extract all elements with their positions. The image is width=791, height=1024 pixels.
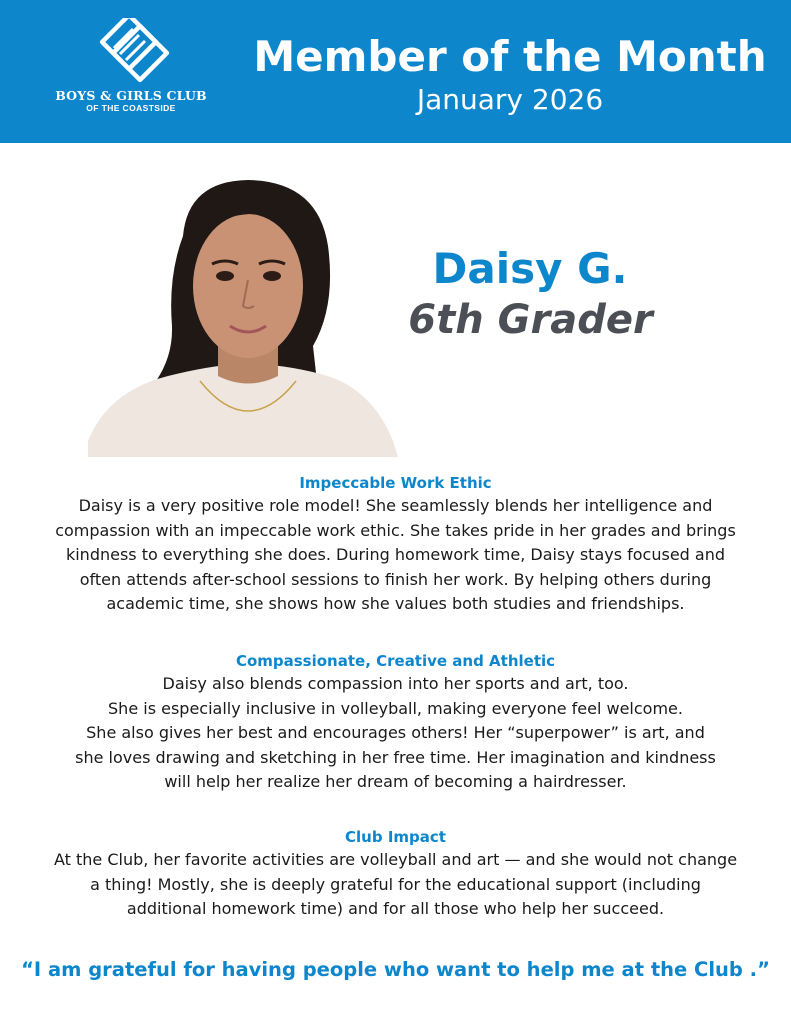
section-line: will help her realize her dream of becoming a hairdresser. [164,772,627,791]
section-line: a thing! Mostly, she is deeply grateful for the educational support (including [90,874,701,894]
member-grade: 6th Grader [408,297,653,343]
section-line: academic time, she shows how she values both studies and friendships. [106,594,685,613]
club-logo-subname: OF THE COASTSIDE [86,103,176,113]
section-line: She is especially inclusive in volleyball, making everyone feel welcome. [108,698,683,718]
section-line: additional homework time) and for all those who help her succeed. [126,899,665,918]
club-logo-name: BOYS & GIRLS CLUB [55,88,207,103]
header-banner [0,0,791,143]
section-line: kindness to everything she does. During homework time, Daisy stays focused and [65,545,726,564]
member-quote: “I am grateful for having people who want to help me at the Club .” [21,958,770,981]
club-logo [36,18,226,128]
section-line: she loves drawing and sketching in her free time. Her imagination and kindness [75,747,716,767]
page-title: Member of the Month [253,32,767,81]
club-logo-icon [83,18,179,84]
page-subtitle: January 2026 [416,83,604,116]
section-line: compassion with an impeccable work ethic. She takes pride in her grades and brings [55,520,736,540]
member-name: Daisy G. [432,244,628,293]
section-line: Daisy also blends compassion into her sports and art, too. [162,674,629,693]
section-line: At the Club, her favorite activities are volleyball and art — and she would not change [53,850,738,869]
section-line: Daisy is a very positive role model! She seamlessly blends her intelligence and [78,496,713,515]
section-line: She also gives her best and encourages others! Her “superpower” is art, and [86,723,705,742]
section-line: often attends after-school sessions to finish her work. By helping others during [79,569,712,589]
section-compassionate-creative-athletic [20,650,771,795]
section-heading: Impeccable Work Ethic [299,474,492,492]
section-heading: Club Impact [345,828,446,846]
section-work-ethic [20,472,771,617]
section-heading: Compassionate, Creative and Athletic [235,652,556,670]
member-photo [88,176,398,457]
section-club-impact [20,826,771,922]
